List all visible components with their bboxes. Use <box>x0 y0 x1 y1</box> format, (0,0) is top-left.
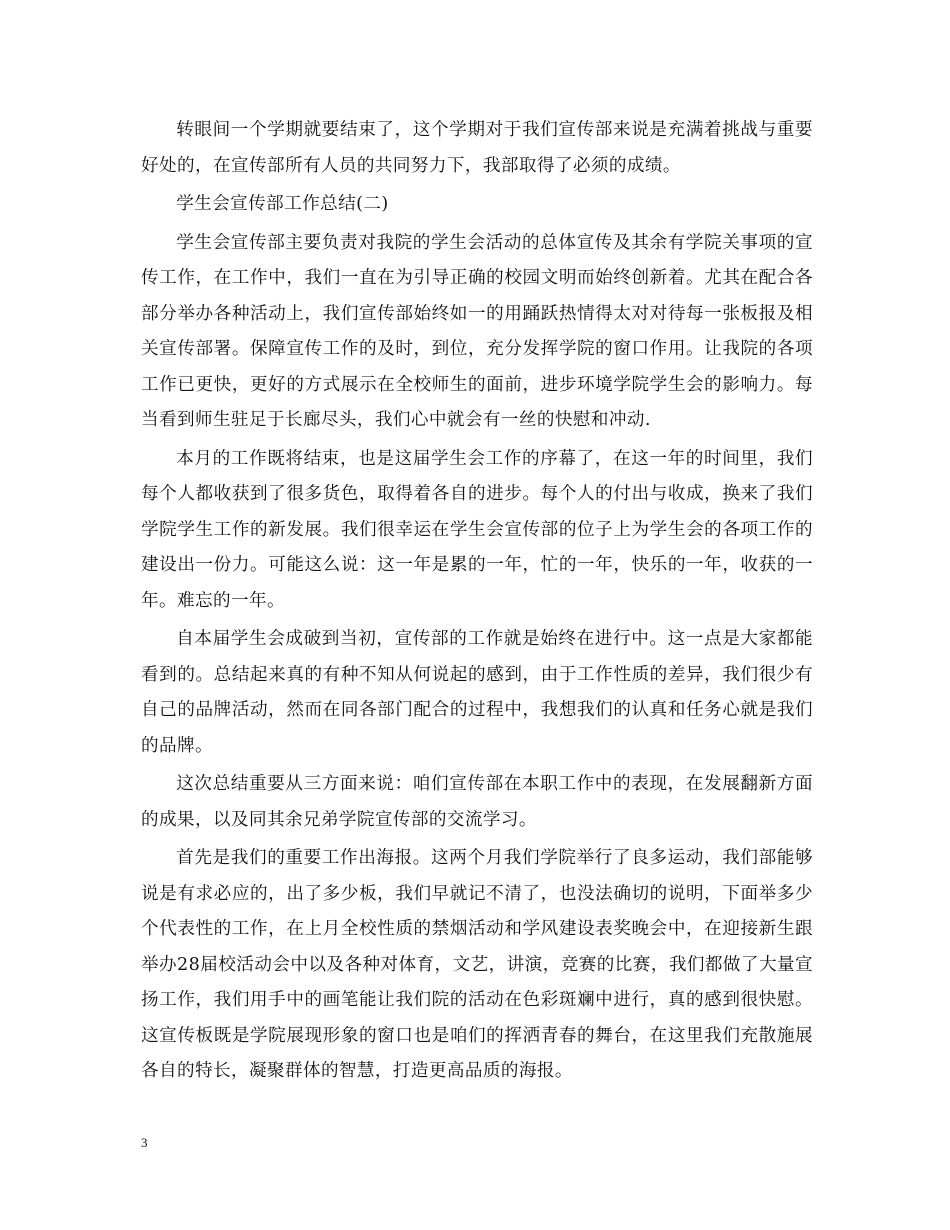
paragraph-year-review: 本月的工作既将结束，也是这届学生会工作的序幕了，在这一年的时间里，我们每个人都收获到了很多货色，取得着各自的进步。每个人的付出与收成，换来了我们学院学生工作的新发展。我们很幸运在学生会宣传部的位子上为学生会的各项工作的建设出一份力。可能这么说：这一年是累的一年，忙的一年，快乐的一年，收获的一年。难忘的一年。 <box>141 448 813 611</box>
paragraph-brand: 自本届学生会成破到当初，宣传部的工作就是始终在进行中。这一点是大家都能看到的。总结起来真的有种不知从何说起的感到，由于工作性质的差异，我们很少有自己的品牌活动，然而在同各部门配合的过程中，我想我们的认真和任务心就是我们的品牌。 <box>141 629 813 756</box>
page-number: 3 <box>141 1135 148 1150</box>
paragraph-posters: 首先是我们的重要工作出海报。这两个月我们学院举行了良多运动，我们部能够说是有求必应的，出了多少板，我们早就记不清了，也没法确切的说明，下面举多少个代表性的工作，在上月全校性质的禁烟活动和学风建设表奖晚会中，在迎接新生跟举办28届校活动会中以及各种对体育，文艺，讲演，竞赛的比赛，我们都做了大量宣扬工作，我们用手中的画笔能让我们院的活动在色彩斑斓中进行，真的感到很快慰。这宣传板既是学院展现形象的窗口也是咱们的挥洒青春的舞台，在这里我们充散施展各自的特长，凝聚群体的智慧，打造更高品质的海报。 <box>141 848 813 1081</box>
document-body <box>141 113 813 1093</box>
paragraph-intro: 转眼间一个学期就要结束了，这个学期对于我们宣传部来说是充满着挑战与重要好处的，在宣传部所有人员的共同努力下，我部取得了必须的成绩。 <box>141 120 813 176</box>
paragraph-responsibilities: 学生会宣传部主要负责对我院的学生会活动的总体宣传及其余有学院关事项的宣传工作，在工作中，我们一直在为引导正确的校园文明而始终创新着。尤其在配合各部分举办各种活动上，我们宣传部始终如一的用踊跃热情得太对对待每一张板报及相关宣传部署。保障宣传工作的及时，到位，充分发挥学院的窗口作用。让我院的各项工作已更快，更好的方式展示在全校师生的面前，进步环境学院学生会的影响力。每当看到师生驻足于长廊尽头，我们心中就会有一丝的快慰和冲动. <box>141 232 813 430</box>
section-heading: 学生会宣传部工作总结(二) <box>176 194 389 214</box>
paragraph-summary-outline: 这次总结重要从三方面来说：咱们宣传部在本职工作中的表现，在发展翻新方面的成果，以及同其余兄弟学院宣传部的交流学习。 <box>141 774 813 830</box>
